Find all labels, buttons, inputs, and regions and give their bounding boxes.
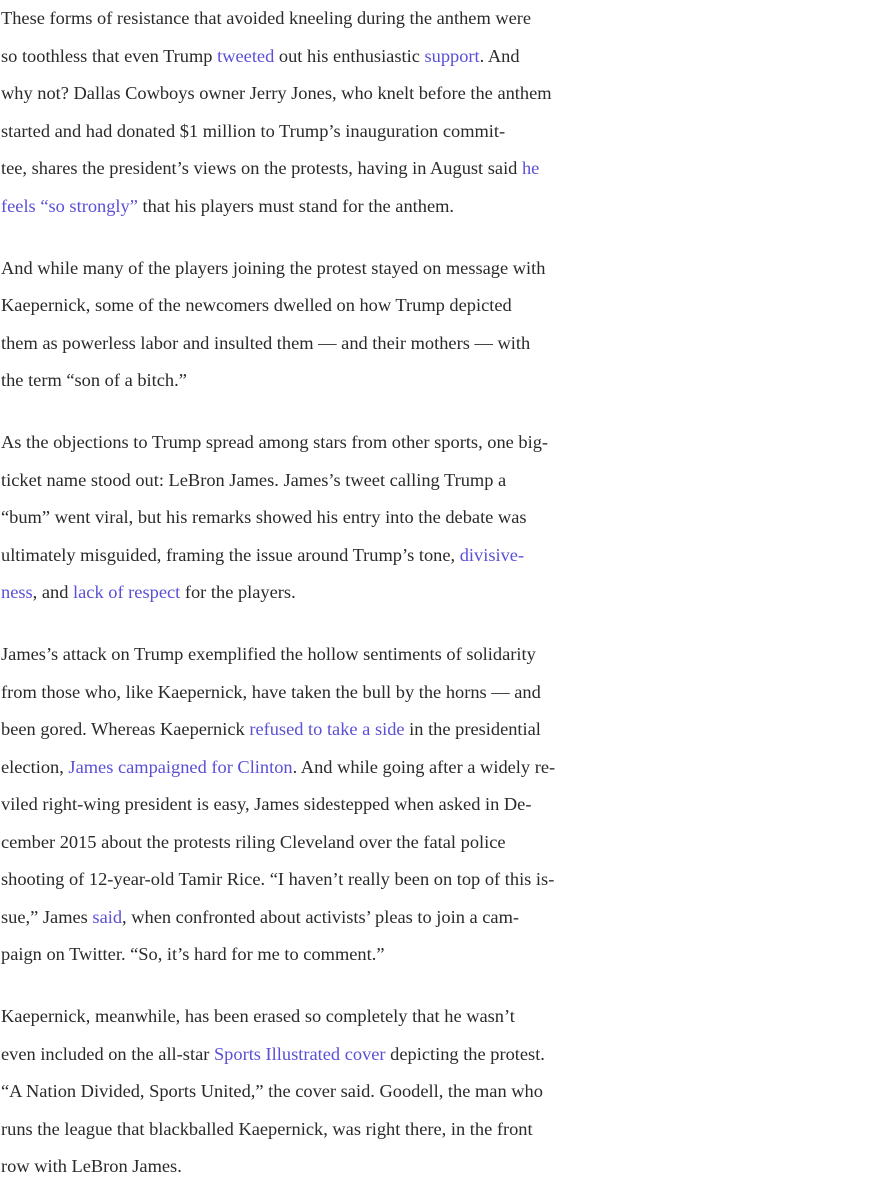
text-run: Kaepernick, meanwhile, has been erased so completely that he wasn’t <box>1 1006 515 1026</box>
james-campaigned-for-clinton-link[interactable]: James campaigned for Clinton <box>68 756 293 777</box>
text-run: tee, shares the president’s views on the protests, having in August said <box>1 158 522 178</box>
text-run: . And while going after a widely re- <box>292 756 556 777</box>
text-line <box>1 1036 868 1074</box>
text-run: “bum” went viral, but his remarks showed his entry into the debate was <box>1 507 527 527</box>
divisiveness-link[interactable]: divisive- <box>459 544 525 565</box>
refused-to-take-a-side-link[interactable]: refused to take a side <box>249 719 405 739</box>
text-line <box>1 1148 868 1186</box>
text-line <box>1 250 868 288</box>
text-line <box>1 499 868 537</box>
text-line <box>1 899 868 937</box>
text-line <box>1 424 868 462</box>
sports-illustrated-cover-link[interactable]: Sports Illustrated cover <box>213 1043 386 1064</box>
text-line <box>1 674 868 712</box>
text-line <box>1 636 868 674</box>
text-line <box>1 113 868 151</box>
text-run: . And <box>479 45 520 66</box>
text-run: row with LeBron James. <box>1 1156 182 1176</box>
text-run: even included on the all-star <box>1 1043 214 1064</box>
text-run: been gored. Whereas Kaepernick <box>1 719 250 739</box>
text-line <box>1 362 868 400</box>
text-run: election, <box>1 756 69 777</box>
text-run: Kaepernick, some of the newcomers dwelled on how Trump depicted <box>1 295 512 315</box>
text-line <box>1 711 868 749</box>
text-line <box>1 998 868 1036</box>
text-run: As the objections to Trump spread among stars from other sports, one big- <box>1 432 549 452</box>
text-line <box>1 188 868 226</box>
text-line <box>1 749 868 787</box>
text-run: runs the league that blackballed Kaepernick, was right there, in the front <box>1 1118 533 1139</box>
paragraph-4 <box>1 636 868 974</box>
text-run: “A Nation Divided, Sports United,” the cover said. Goodell, the man who <box>1 1081 543 1101</box>
text-run: viled right-wing president is easy, James sidestepped when asked in De- <box>1 794 532 814</box>
text-line <box>1 287 868 325</box>
text-run: James’s attack on Trump exemplified the hollow sentiments of solidarity <box>1 644 536 664</box>
text-line <box>1 462 868 500</box>
text-line <box>1 574 868 612</box>
tweeted-link[interactable]: tweeted <box>217 45 275 66</box>
text-run: out his enthusiastic <box>274 45 425 66</box>
text-run: so toothless that even Trump <box>1 45 218 66</box>
text-run: started and had donated $1 million to Trump’s inauguration commit- <box>1 120 506 141</box>
text-run: them as powerless labor and insulted them — and their mothers — with <box>1 332 531 353</box>
text-run: , when confronted about activists’ pleas to join a cam- <box>122 906 520 927</box>
text-line <box>1 1111 868 1149</box>
text-run: And while many of the players joining the protest stayed on message with <box>1 257 546 278</box>
text-run: for the players. <box>180 582 296 602</box>
text-line <box>1 786 868 824</box>
lack-of-respect-link[interactable]: lack of respect <box>73 582 181 602</box>
text-line <box>1 75 868 113</box>
paragraph-1 <box>1 0 868 225</box>
he-feels-so-strongly-link[interactable]: feels “so strongly” <box>1 195 138 216</box>
paragraph-2 <box>1 250 868 400</box>
text-line <box>1 0 868 38</box>
divisiveness-link[interactable]: ness <box>1 582 33 602</box>
paragraph-5 <box>1 998 868 1186</box>
text-line <box>1 325 868 363</box>
text-run: in the presidential <box>404 719 541 739</box>
text-line <box>1 150 868 188</box>
paragraph-3 <box>1 424 868 612</box>
text-run: ticket name stood out: LeBron James. James’s tweet calling Trump a <box>1 469 507 490</box>
said-link[interactable]: said <box>92 906 123 927</box>
text-run: sue,” James <box>1 906 93 927</box>
text-run: These forms of resistance that avoided kneeling during the anthem were <box>1 8 532 28</box>
text-run: shooting of 12-year-old Tamir Rice. “I haven’t really been on top of this is- <box>1 869 555 889</box>
text-line <box>1 537 868 575</box>
support-link[interactable]: support <box>424 45 480 66</box>
text-run: cember 2015 about the protests riling Cleveland over the fatal police <box>1 831 506 852</box>
text-run: paign on Twitter. “So, it’s hard for me to comment.” <box>1 944 385 964</box>
text-run: depicting the protest. <box>385 1043 545 1064</box>
text-run: the term “son of a bitch.” <box>1 370 187 390</box>
text-run: from those who, like Kaepernick, have taken the bull by the horns — and <box>1 681 541 702</box>
text-line <box>1 1073 868 1111</box>
text-run: , and <box>32 582 74 602</box>
text-line <box>1 861 868 899</box>
text-run: why not? Dallas Cowboys owner Jerry Jones, who knelt before the anthem <box>1 83 552 103</box>
text-run: that his players must stand for the anthem. <box>137 195 455 216</box>
he-feels-so-strongly-link[interactable]: he <box>521 158 540 178</box>
text-line <box>1 824 868 862</box>
text-run: ultimately misguided, framing the issue around Trump’s tone, <box>1 544 460 565</box>
text-line <box>1 38 868 76</box>
text-line <box>1 936 868 974</box>
